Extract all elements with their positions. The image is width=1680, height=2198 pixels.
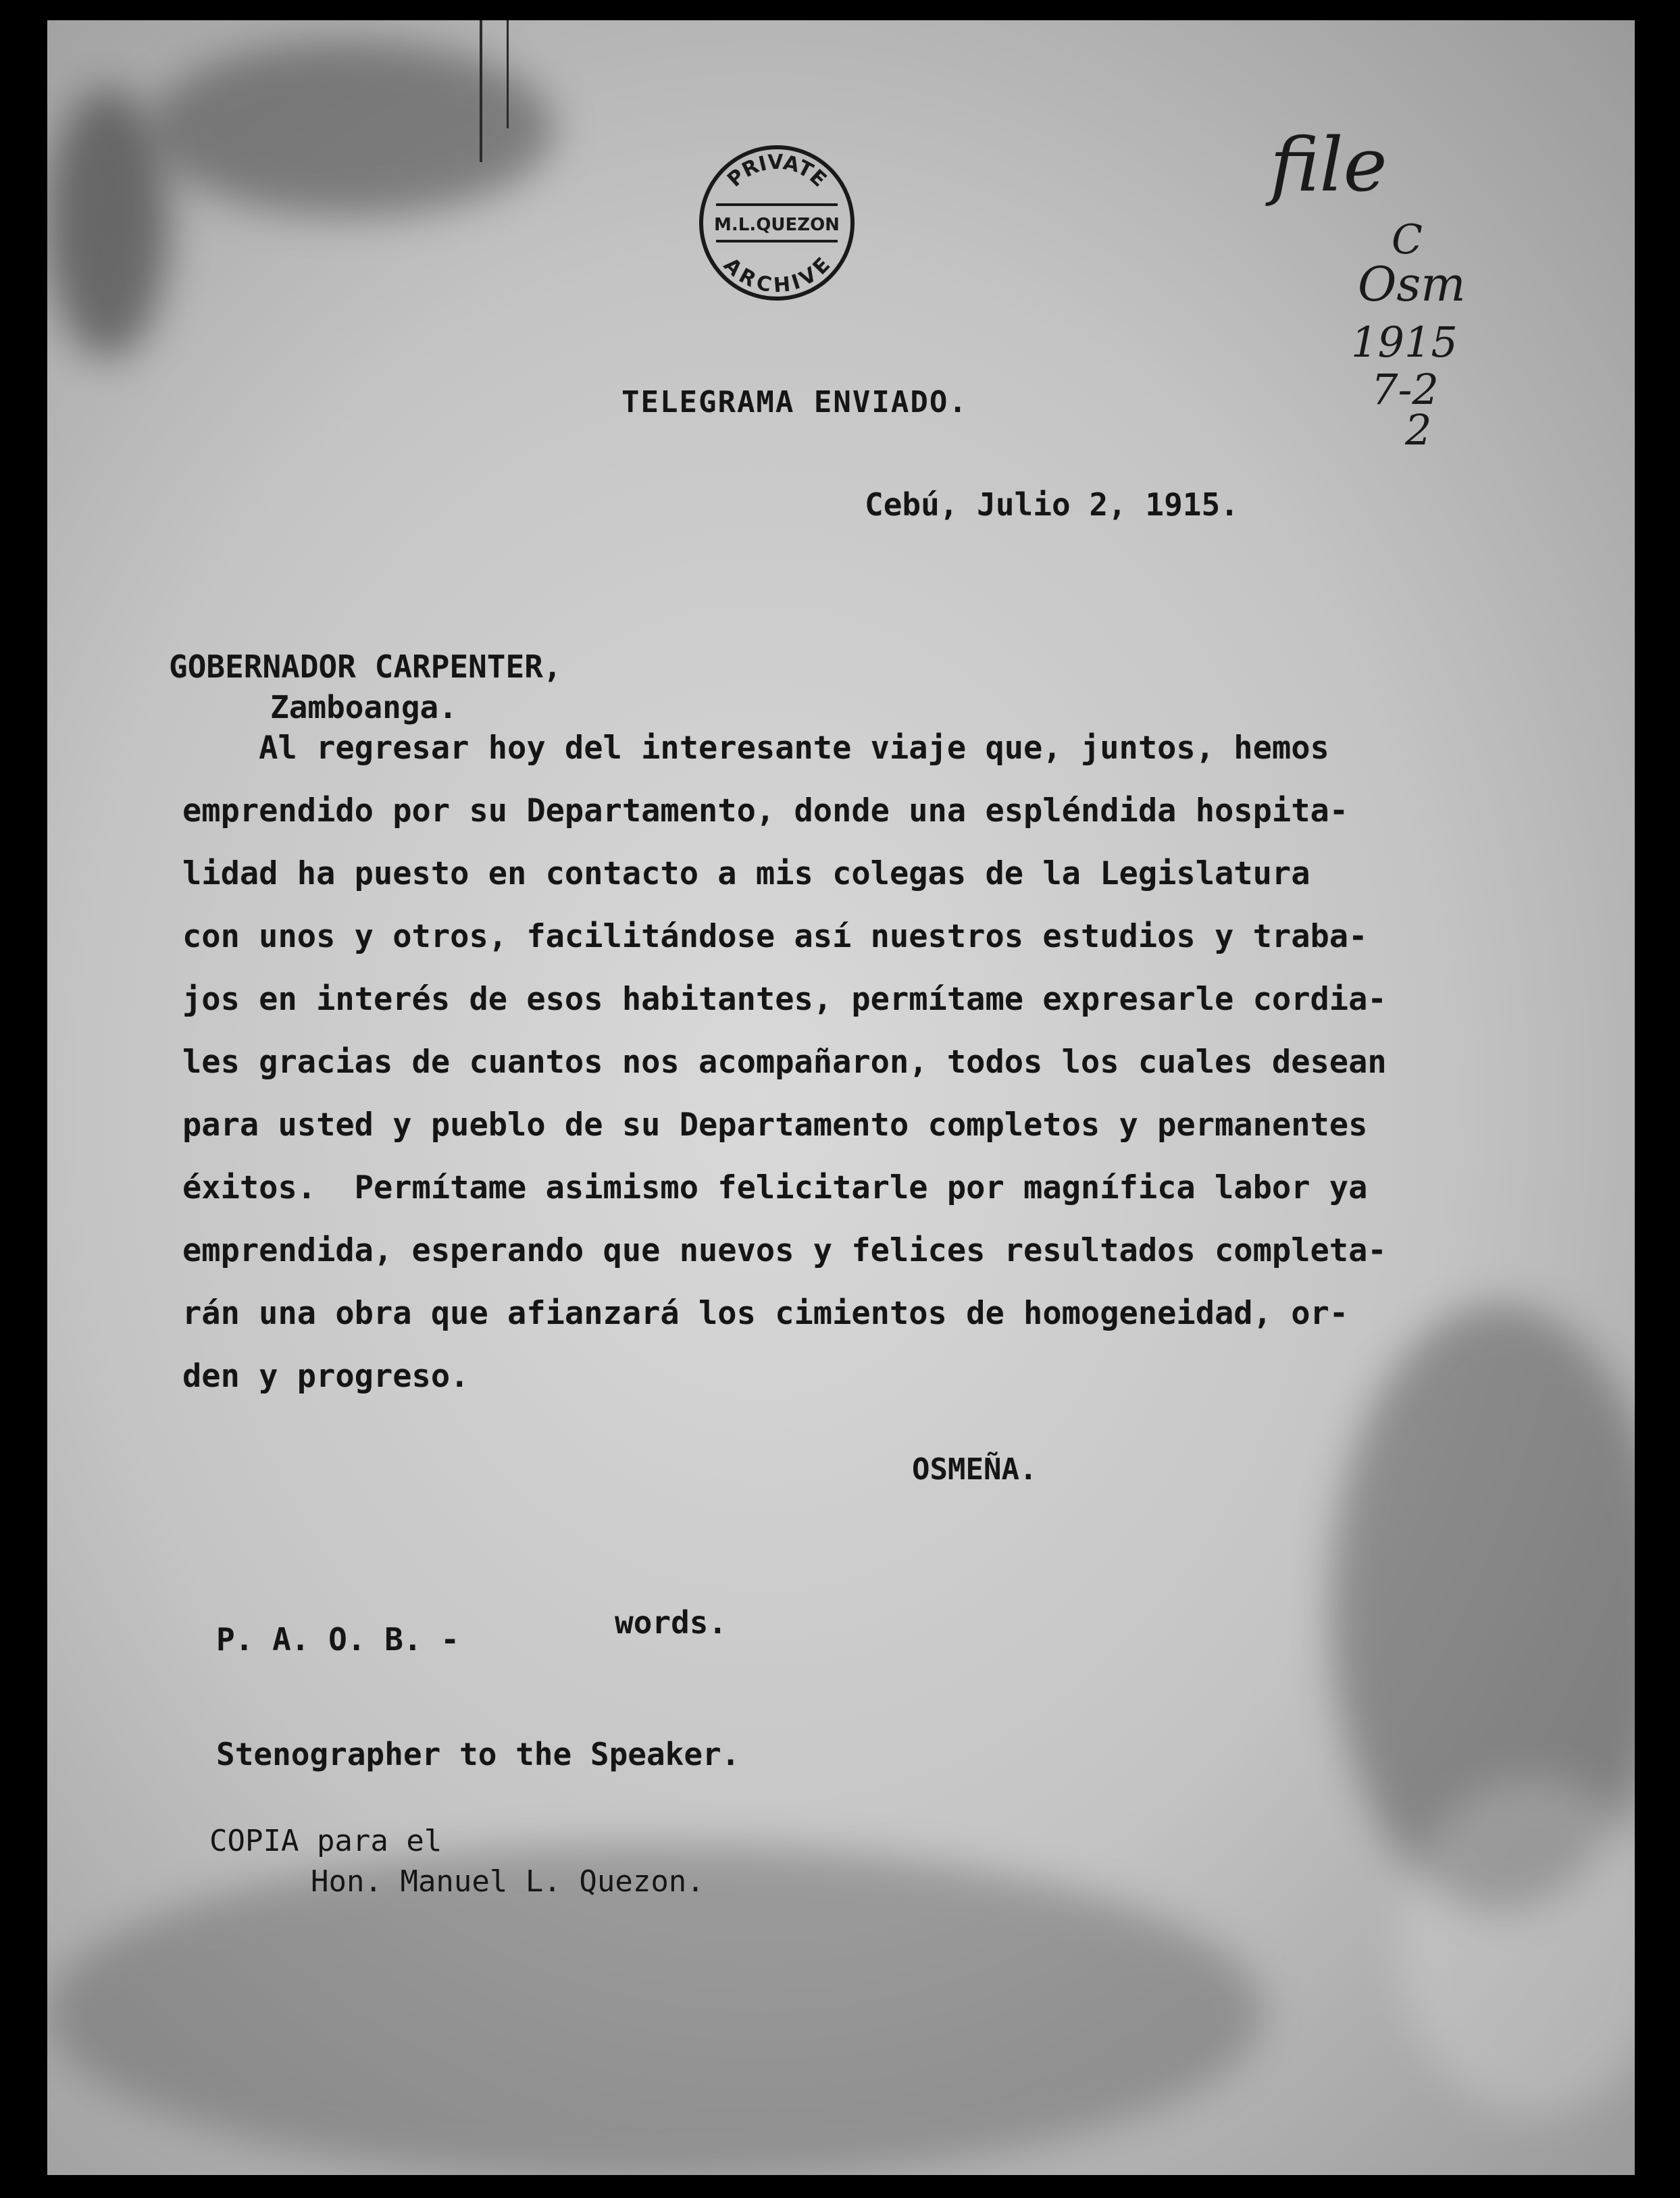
body-line: para usted y pueblo de su Departamento completos y permanentes — [182, 1106, 1368, 1144]
body-line: lidad ha puesto en contacto a mis colegas de la Legislatura — [182, 855, 1310, 892]
word-count-label: words. — [615, 1604, 728, 1641]
copy-label: COPIA para el — [209, 1824, 442, 1858]
handwritten-letter: C — [1392, 216, 1423, 263]
stain-top-left — [149, 41, 554, 216]
stamp-top-text: PRIVATE — [723, 150, 831, 192]
crease-mark — [480, 20, 482, 162]
body-line: den y progreso. — [182, 1358, 469, 1395]
dateline: Cebú, Julio 2, 1915. — [865, 486, 1239, 523]
handwritten-year: 1915 — [1351, 317, 1458, 367]
body-line: emprendido por su Departamento, donde una espléndida hospita- — [182, 792, 1349, 829]
stamp-bottom-text: ARCHIVE — [719, 253, 836, 298]
handwritten-file-note: file — [1270, 122, 1388, 208]
signature: OSMEÑA. — [912, 1452, 1038, 1487]
stain-left-edge — [47, 88, 169, 358]
stenographer-line: Stenographer to the Speaker. — [216, 1736, 740, 1772]
addressee-place: Zamboanga. — [270, 689, 457, 725]
body-line: emprendida, esperando que nuevos y felices resultados completa- — [182, 1232, 1387, 1269]
body-line: Al regresar hoy del interesante viaje que, juntos, hemos — [182, 730, 1329, 767]
document-title: TELEGRAMA ENVIADO. — [621, 385, 968, 419]
body-line: jos en interés de esos habitantes, permítame expresarle cordia- — [182, 981, 1387, 1018]
handwritten-date: 7-2 — [1371, 365, 1439, 414]
handwritten-name: Osm — [1358, 257, 1466, 312]
copy-recipient: Hon. Manuel L. Quezon. — [311, 1864, 705, 1899]
crease-mark — [507, 20, 509, 128]
addressee-name: GOBERNADOR CARPENTER, — [169, 648, 562, 685]
stamp-graphic — [699, 145, 855, 301]
body-line: éxitos. Permítame asimismo felicitarle por magnífica labor ya — [182, 1169, 1368, 1206]
routing-code: P. A. O. B. - — [216, 1621, 460, 1658]
body-line: les gracias de cuantos nos acompañaron, todos los cuales desean — [182, 1044, 1387, 1081]
handwritten-number: 2 — [1405, 405, 1432, 455]
private-archive-stamp — [699, 145, 855, 301]
stamp-center-text: M.L.QUEZON — [714, 215, 840, 235]
body-line: con unos y otros, facilitándose así nuestros estudios y traba- — [182, 918, 1368, 955]
body-line: rán una obra que afianzará los cimientos de homogeneidad, or- — [182, 1295, 1349, 1332]
